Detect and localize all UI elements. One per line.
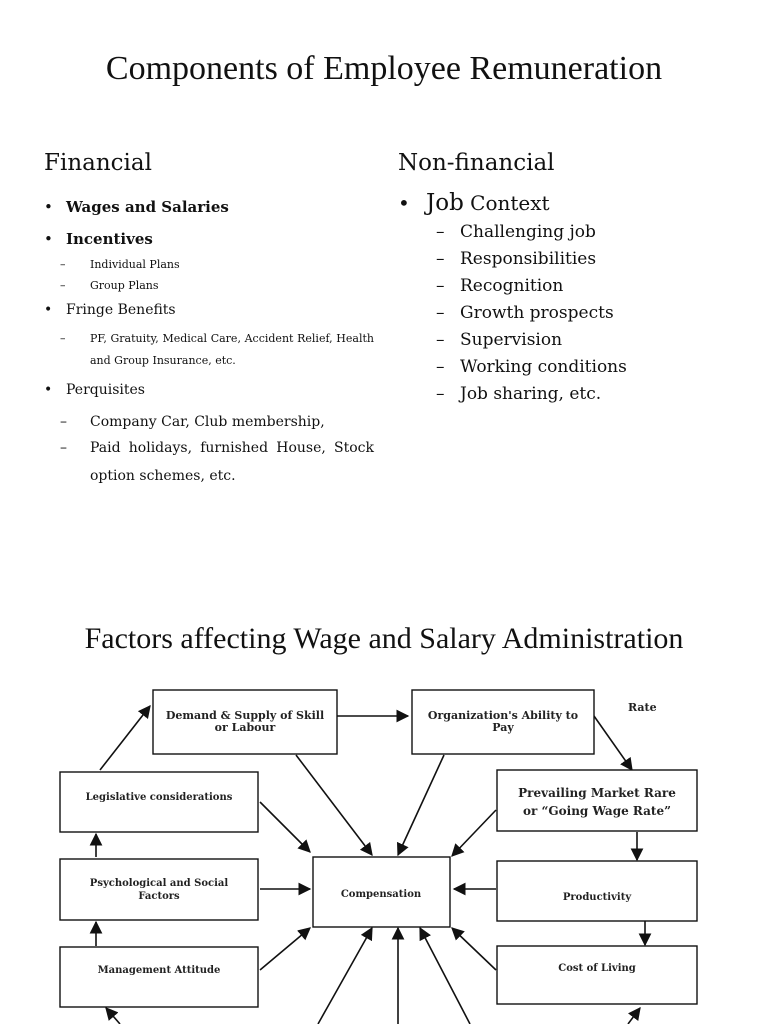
item-label: Wages and Salaries xyxy=(66,198,229,216)
item-label xyxy=(426,190,550,216)
demand-line-2: or Labour xyxy=(214,721,276,734)
bullet-icon: • xyxy=(44,302,53,318)
sub-item-label: Group Plans xyxy=(90,279,159,292)
dash-icon: – xyxy=(60,440,67,456)
sub-item-label: Supervision xyxy=(460,330,563,350)
dash-icon: – xyxy=(436,303,445,323)
legislative-text: Legislative considerations xyxy=(85,792,233,803)
cost-of-living-box xyxy=(497,946,697,1004)
item-label-rest: Context xyxy=(463,191,550,215)
item-label: Fringe Benefits xyxy=(66,302,176,318)
legislative-box xyxy=(60,772,258,832)
sub-item xyxy=(60,279,374,292)
dash-icon: – xyxy=(436,222,445,242)
management-attitude-box xyxy=(60,947,258,1007)
item-label-first: Job xyxy=(426,190,464,216)
financial-heading: Financial xyxy=(44,150,152,176)
productivity-box xyxy=(497,861,697,921)
dash-icon: – xyxy=(60,414,67,430)
ability-line-2: Pay xyxy=(492,721,514,734)
item-label: Incentives xyxy=(66,230,153,248)
ability-line-1: Organization's Ability to xyxy=(427,709,579,722)
list-item xyxy=(44,198,374,216)
list-item xyxy=(398,190,738,216)
factors-diagram xyxy=(0,670,768,1024)
list-item xyxy=(44,230,374,248)
sub-item-label: Recognition xyxy=(460,276,564,296)
dash-icon: – xyxy=(60,332,66,345)
psych-line-2: Factors xyxy=(138,891,180,902)
sub-item-label: Paid holidays, furnished House, Stock option schemes, etc. xyxy=(90,440,374,484)
arrow-compensation-bottom-1 xyxy=(318,928,372,1024)
dash-icon: – xyxy=(60,258,66,271)
sub-item xyxy=(436,384,738,407)
rate-note xyxy=(628,701,657,714)
prevailing-line-2: or “Going Wage Rate” xyxy=(522,804,672,818)
sub-item-label: Company Car, Club membership, xyxy=(90,414,325,430)
cost-text: Cost of Living xyxy=(558,963,636,974)
sub-item xyxy=(436,222,738,245)
sub-item-label: Working conditions xyxy=(460,357,627,377)
compensation-text: Compensation xyxy=(340,889,422,900)
non-financial-list xyxy=(398,190,738,411)
ability-to-pay-box xyxy=(412,690,594,754)
sub-item xyxy=(436,357,738,380)
arrow-management-to-compensation xyxy=(260,928,310,970)
sub-item xyxy=(436,276,738,299)
management-text: Management Attitude xyxy=(97,965,221,976)
item-label: Perquisites xyxy=(66,382,145,398)
sub-item-label: Responsibilities xyxy=(460,249,597,269)
bullet-icon: • xyxy=(44,230,53,248)
arrow-compensation-bottom-3 xyxy=(420,928,470,1024)
list-item xyxy=(44,382,374,398)
arrow-demand-to-compensation xyxy=(296,755,372,855)
productivity-text: Productivity xyxy=(562,892,632,903)
dash-icon: – xyxy=(436,330,445,350)
arrow-bottom-left xyxy=(106,1008,120,1024)
compensation-box xyxy=(313,857,450,927)
dash-icon: – xyxy=(436,384,445,404)
bullet-icon: • xyxy=(44,198,53,216)
dash-icon: – xyxy=(60,279,66,292)
list-item xyxy=(44,302,374,318)
diagram-title: Factors affecting Wage and Salary Administration xyxy=(84,622,684,655)
sub-item-label: Growth prospects xyxy=(460,303,614,323)
arrow-legislative-to-compensation xyxy=(260,802,310,852)
demand-line-1: Demand & Supply of Skill xyxy=(165,709,325,722)
arrow-bottom-right xyxy=(628,1008,640,1024)
bullet-icon: • xyxy=(44,382,53,398)
bullet-icon: • xyxy=(398,191,410,215)
rate-note-text: Rate xyxy=(628,701,657,714)
prevailing-line-1: Prevailing Market Rare xyxy=(518,786,676,800)
sub-item-label: Job sharing, etc. xyxy=(460,384,602,404)
sub-item xyxy=(436,330,738,353)
arrow-ability-to-compensation xyxy=(398,755,444,855)
sub-item xyxy=(60,328,374,372)
dash-icon: – xyxy=(436,249,445,269)
arrow-ability-to-prevailing xyxy=(594,716,632,770)
arrow-legislative-to-demand xyxy=(100,706,150,770)
prevailing-rate-box xyxy=(497,770,697,831)
demand-supply-box xyxy=(153,690,337,754)
sub-item xyxy=(60,258,374,271)
slide-title: Components of Employee Remuneration xyxy=(105,50,663,87)
sub-item xyxy=(60,408,374,436)
non-financial-heading: Non-financial xyxy=(398,150,555,176)
sub-item-label: Individual Plans xyxy=(90,258,180,271)
financial-list xyxy=(44,198,374,502)
sub-item xyxy=(60,434,374,490)
dash-icon: – xyxy=(436,276,445,296)
sub-item-label: Challenging job xyxy=(460,222,596,242)
arrow-cost-to-compensation xyxy=(452,928,496,970)
sub-item-label: PF, Gratuity, Medical Care, Accident Relief, Health and Group Insurance, etc. xyxy=(90,332,374,367)
arrow-prevailing-to-compensation xyxy=(452,810,496,856)
psychological-box xyxy=(60,859,258,920)
dash-icon: – xyxy=(436,357,445,377)
psych-line-1: Psychological and Social xyxy=(89,878,229,889)
sub-item xyxy=(436,249,738,272)
sub-item xyxy=(436,303,738,326)
